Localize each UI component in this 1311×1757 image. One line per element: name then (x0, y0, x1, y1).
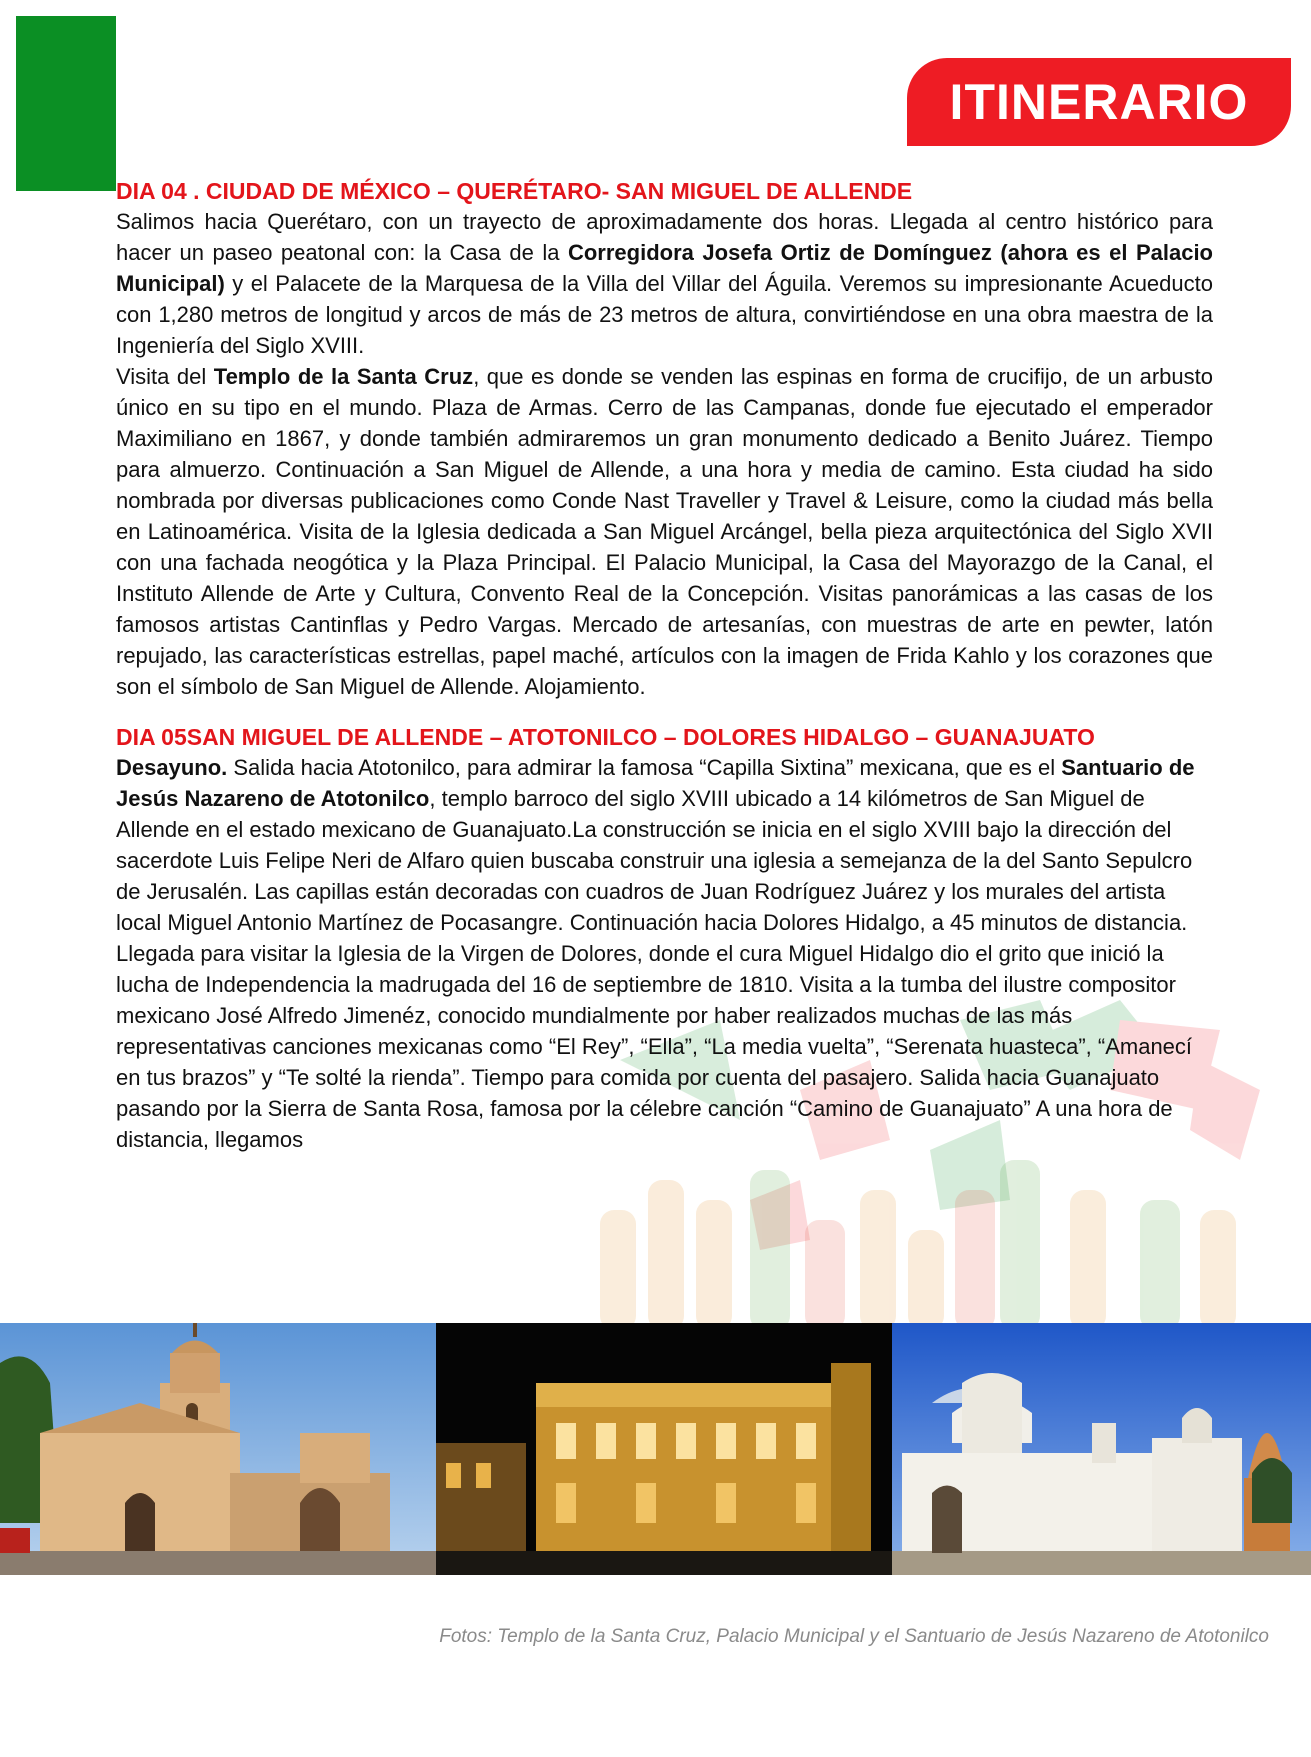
day-5-title: DIA 05SAN MIGUEL DE ALLENDE – ATOTONILCO – DOLORES HIDALGO – GUANAJUATO (116, 724, 1095, 750)
day-4-paragraph-2: Visita del Templo de la Santa Cruz, que es donde se venden las espinas en forma de crucifijo, de un arbusto único en su tipo en el mundo. Plaza de Armas. Cerro de las Campanas, donde fue ejecutado el emperador Maximiliano en 1867, y donde también admiraremos un gran monumento dedicado a Benito Juárez. Tiempo para almuerzo. Continuación a San Miguel de Allende, a una hora y media de camino. Esta ciudad ha sido nombrada por diversas publicaciones como Conde Nast Traveller y Travel & Leisure, como la ciudad más bella en Latinoamérica. Visita de la Iglesia dedicada a San Miguel Arcángel, bella pieza arquitectónica del Siglo XVII con una fachada neogótica y la Plaza Principal. El Palacio Municipal, la Casa del Mayorazgo de la Canal, el Instituto Allende de Arte y Cultura, Convento Real de la Concepción. Visitas panorámicas a las casas de los famosos artistas Cantinflas y Pedro Vargas. Mercado de artesanías, con muestras de arte en pewter, latón repujado, las características estrellas, papel maché, artículos con la imagen de Frida Kahlo y los corazones que son el símbolo de San Miguel de Allende. Alojamiento. (116, 364, 1213, 699)
green-flag-stripe (16, 16, 116, 191)
photo-strip (0, 1323, 1311, 1575)
photo-caption: Fotos: Templo de la Santa Cruz, Palacio Municipal y el Santuario de Jesús Nazareno de Atotonilco (439, 1626, 1269, 1647)
day-4-paragraph-1: Salimos hacia Querétaro, con un trayecto de aproximadamente dos horas. Llegada al centro histórico para hacer un paseo peatonal con: la Casa de la Corregidora Josefa Ortiz de Domínguez (ahora es el Palacio Municipal) y el Palacete de la Marquesa de la Villa del Villar del Águila. Veremos su impresionante Acueducto con 1,280 metros de longitud y arcos de más de 23 metros de altura, convirtiéndose en una obra maestra de la Ingeniería del Siglo XVIII. (116, 209, 1213, 358)
itinerary-badge (907, 58, 1291, 146)
photo-santuario-atotonilco (892, 1323, 1311, 1575)
itinerary-content (116, 176, 1213, 1155)
photo-palacio-municipal (436, 1323, 892, 1575)
day-5-paragraph: Desayuno. Salida hacia Atotonilco, para admirar la famosa “Capilla Sixtina” mexicana, que es el Santuario de Jesús Nazareno de Atotonilco, templo barroco del siglo XVIII ubicado a 14 kilómetros de San Miguel de Allende en el estado mexicano de Guanajuato.La construcción se inicia en el siglo XVIII bajo la dirección del sacerdote Luis Felipe Neri de Alfaro quien buscaba construir una iglesia a semejanza de la del Santo Sepulcro de Jerusalén. Las capillas están decoradas con cuadros de Juan Rodríguez Juárez y los murales del artista local Miguel Antonio Martínez de Pocasangre. Continuación hacia Dolores Hidalgo, a 45 minutos de distancia. Llegada para visitar la Iglesia de la Virgen de Dolores, donde el cura Miguel Hidalgo dio el grito que inició la lucha de Independencia la madrugada del 16 de septiembre de 1810. Visita a la tumba del ilustre compositor mexicano José Alfredo Jimenéz, conocido mundialmente por haber realizados muchas de las más representativas canciones mexicanas como “El Rey”, “Ella”, “La media vuelta”, “Serenata huasteca”, “Amanecí en tus brazos” y “Te solté la rienda”. Tiempo para comida por cuenta del pasajero. Salida hacia Guanajuato pasando por la Sierra de Santa Rosa, famosa por la célebre canción “Camino de Guanajuato” A una hora de distancia, llegamos (116, 755, 1195, 1152)
day-4-title: DIA 04 . CIUDAD DE MÉXICO – QUERÉTARO- SAN MIGUEL DE ALLENDE (116, 178, 913, 204)
photo-templo-santa-cruz (0, 1323, 436, 1575)
badge-label: ITINERARIO (949, 74, 1249, 130)
